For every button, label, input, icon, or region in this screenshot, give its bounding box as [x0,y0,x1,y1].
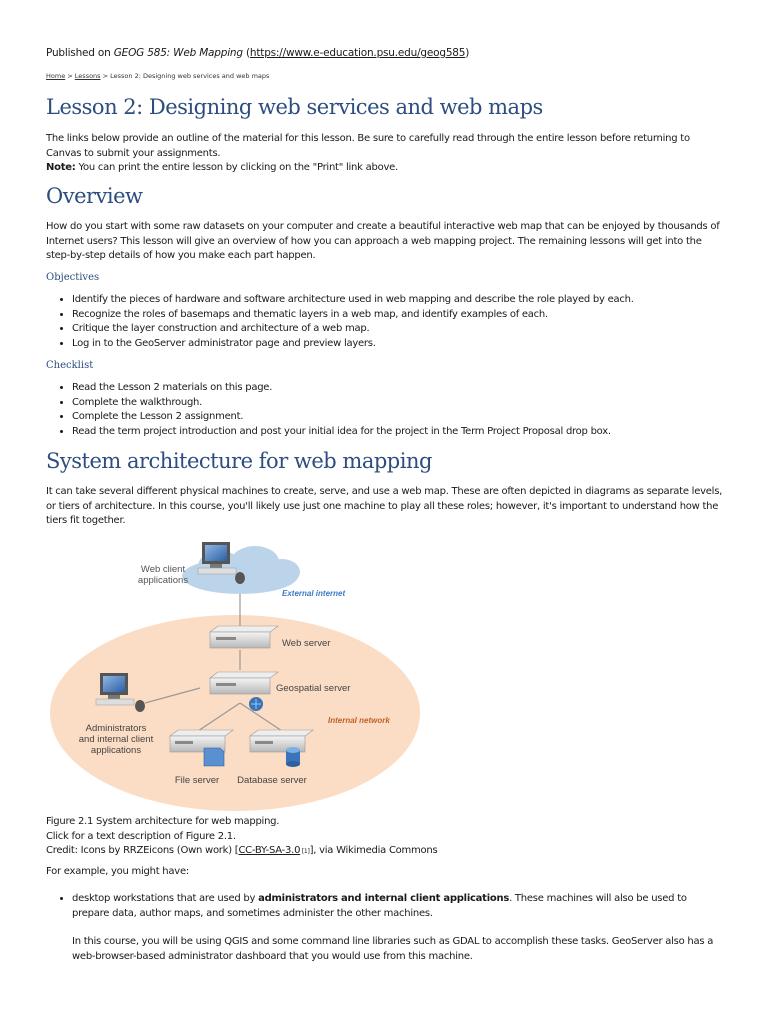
figure-caption: Figure 2.1 System architecture for web mapping. Click for a text description of Figure 2.1. Credit: Icons by RRZEicons (Own work) [CC-BY-SA-3.0 [1]], via Wikimedia Commons [46,815,437,860]
web-server-label: Web server [282,638,331,649]
intro-paragraph: The links below provide an outline of the material for this lesson. Be sure to carefully read through the entire lesson before returning to Canvas to submit your assignments. Note: You can print the entire lesson by clicking on the "Print" link above. [46,133,690,173]
example-list [46,892,726,964]
internal-network-label: Internal network [328,716,390,725]
objectives-list [46,293,726,351]
list-item: • Read the term project introduction and post your initial idea for the project in the Term Project Proposal drop box. [72,425,726,440]
course-url-link[interactable]: https://www.e-education.psu.edu/geog585 [249,47,466,59]
web-server-icon [210,626,278,648]
web-client-label-1: Web client [140,564,186,575]
database-server-label: Database server [237,775,307,786]
geospatial-server-label: Geospatial server [276,683,351,694]
list-item: • Identify the pieces of hardware and software architecture used in web mapping and describe the role played by each. [72,293,726,308]
figure-credit: Credit: Icons by RRZEicons (Own work) [CC-BY-SA-3.0 [1]], via Wikimedia Commons [46,845,438,856]
list-item: • Log in to the GeoServer administrator page and preview layers. [72,337,726,352]
license-link[interactable]: CC-BY-SA-3.0 [238,845,301,856]
overview-paragraph: How do you start with some raw datasets on your computer and create a beautiful interactive web map that can be enjoyed by thousands of Internet users? This lesson will give an overview of how you can approach a web mapping project. The remaining lessons will get into the step-by-step details of how you make each part happen. [46,221,720,261]
list-item: • Complete the Lesson 2 assignment. [72,410,726,425]
objectives-heading: Objectives [46,272,100,283]
page-title: Lesson 2: Designing web services and web maps [46,95,543,119]
breadcrumb-current: Lesson 2: Designing web services and web maps [110,72,270,80]
example-intro: For example, you might have: [46,866,189,877]
list-item: • Recognize the roles of basemaps and thematic layers in a web map, and identify examples of each. [72,308,726,323]
list-item: • desktop workstations that are used by administrators and internal client applications. These machines will also be used to prepare data, author maps, and sometimes administer the other machines. In this course, you will be using QGIS and some command line libraries such as GDAL to accomplish these tasks. GeoServer also has a web-browser-based administrator dashboard that you would use from this machine. [72,892,726,964]
breadcrumb-lessons-link[interactable]: Lessons [74,72,101,80]
text-description-link[interactable]: Click for a text description of Figure 2.1. [46,830,236,842]
overview-heading: Overview [46,184,143,208]
list-item: • Critique the layer construction and architecture of a web map. [72,322,726,337]
system-architecture-diagram[interactable] [50,538,430,813]
file-server-label: File server [174,775,220,786]
admin-label-2: and internal client [78,734,154,745]
breadcrumb-home-link[interactable]: Home [46,72,66,80]
published-line: Published on GEOG 585: Web Mapping (https://www.e-education.psu.edu/geog585) [46,47,470,59]
course-name: GEOG 585: Web Mapping [113,47,243,59]
admin-label-1: Administrators [85,723,147,734]
example-detail-paragraph: In this course, you will be using QGIS and some command line libraries such as GDAL to accomplish these tasks. GeoServer also has a web-browser-based administrator dashboard that you would use from this machine. [72,936,714,962]
list-item: • Read the Lesson 2 materials on this page. [72,381,726,396]
checklist-heading: Checklist [46,360,94,371]
external-internet-label: External internet [282,589,346,598]
system-architecture-paragraph: It can take several different physical machines to create, serve, and use a web map. These are often depicted in diagrams as separate levels, or tiers of architecture. In this course, you'll likely use just one machine to play all these roles; however, it's important to understand how the tiers fit together. [46,486,723,526]
breadcrumb: Home > Lessons > Lesson 2: Designing web services and web maps [46,72,270,80]
web-client-label-2: applications [137,575,189,586]
system-architecture-heading: System architecture for web mapping [46,449,432,473]
checklist-list [46,381,726,439]
admin-label-3: applications [90,745,142,756]
list-item: • Complete the walkthrough. [72,396,726,411]
